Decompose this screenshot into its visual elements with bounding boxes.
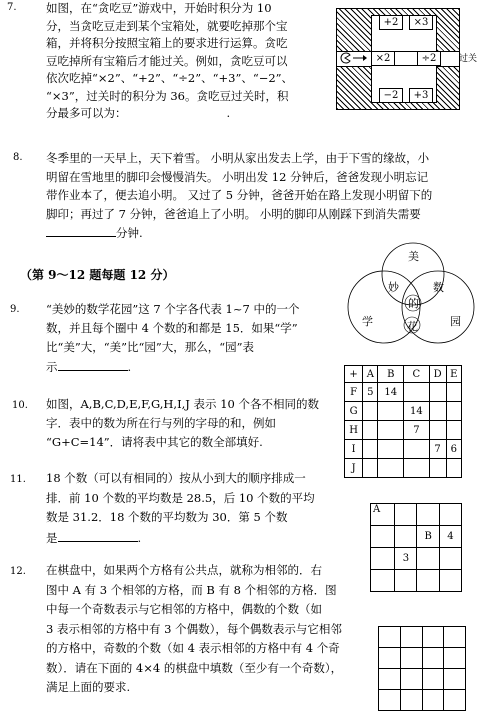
table-cell[interactable]: 14: [378, 383, 404, 402]
table-cell[interactable]: [378, 421, 404, 440]
venn-label-miao: 妙: [388, 281, 399, 294]
problem-10-line: 字．表中的数为所在行与列的字母的和，例如: [46, 416, 276, 430]
arrow-right-icon: [353, 54, 367, 62]
problem-8-answer-blank[interactable]: [46, 223, 116, 237]
table-row-label: H: [345, 421, 363, 440]
table-cell[interactable]: [363, 421, 378, 440]
board-cell: [395, 504, 417, 526]
table-cell[interactable]: [446, 383, 462, 402]
table-header-cell: B: [378, 366, 404, 383]
table-cell[interactable]: 14: [404, 402, 430, 421]
problem-9-line: “美妙的数学花园”这 7 个字各代表 1~7 中的一个: [46, 302, 300, 316]
problem-12-line: 图中 A 有 3 个相邻的方格，而 B 有 8 个相邻的方格．图: [46, 582, 337, 597]
table-cell[interactable]: [404, 459, 430, 478]
problem-7-line: 依次吃掉“×2”、“+2”、“÷2”、“+3”、“−2”、: [46, 71, 294, 85]
table-row: [345, 459, 462, 478]
problem-7-number: 7.: [7, 2, 17, 13]
problem-7-blank-tail: .: [226, 106, 231, 120]
problem-11-text: [46, 469, 346, 548]
table-cell[interactable]: [429, 459, 446, 478]
table-cell[interactable]: 6: [446, 440, 462, 459]
answer-cell[interactable]: [444, 690, 466, 711]
maze-box-bot-left: −2: [379, 88, 403, 103]
answer-cell[interactable]: [379, 669, 401, 690]
table-cell[interactable]: [378, 402, 404, 421]
problem-9-line: 比“美”大，“美”比“园”大，那么，“园”表: [46, 340, 255, 354]
table-cell[interactable]: [404, 440, 430, 459]
problem-8-blank-tail: 分钟.: [116, 226, 143, 240]
board-row: [371, 548, 462, 570]
section-header: （第 9～12 题每题 12 分）: [20, 268, 175, 282]
problem-12-line: 数）．请在下面的 4×4 的棋盘中填数（至少有一个奇数），: [46, 660, 343, 675]
board-cell: [417, 570, 439, 592]
pacman-icon: [339, 52, 351, 64]
problem-8-number: 8.: [13, 152, 23, 163]
answer-row: [379, 627, 466, 648]
answer-cell[interactable]: [379, 627, 401, 648]
board-cell: [439, 504, 461, 526]
board-cell: [417, 548, 439, 570]
venn-label-mei: 美: [408, 250, 419, 263]
problem-12-line: 满足上面的要求.: [46, 680, 131, 694]
board-cell: [439, 548, 461, 570]
board-cell: 4: [439, 526, 461, 548]
problem-12-line: 3 表示相邻的方格中有 3 个偶数），每个偶数表示与它相邻: [46, 621, 342, 636]
problem-7-line: 如图，在“贪吃豆”游戏中，开始时积分为 10: [46, 1, 272, 15]
problem-8-line: 带作业本了，便去追小明。 又过了 5 分钟，爸爸开始在路上发现小明留下的: [46, 188, 433, 202]
problem-9-text: [46, 300, 331, 377]
answer-cell[interactable]: [444, 669, 466, 690]
problem-12-line: 的方格中，奇数的个数（如 4 表示相邻的方格中有 4 个奇: [46, 641, 340, 655]
problem-11-answer-blank[interactable]: [58, 528, 138, 542]
answer-cell[interactable]: [400, 627, 422, 648]
maze-figure: [336, 8, 460, 110]
table-header-cell: +: [345, 366, 363, 383]
board-cell: [395, 570, 417, 592]
table-row: [345, 421, 462, 440]
table-row: [345, 440, 462, 459]
sum-table: [344, 365, 462, 478]
maze-box-top-left: +2: [379, 15, 403, 30]
problem-9-line: 数，并且每个圈中 4 个数的和都是 15．如果“学”: [46, 321, 298, 335]
problem-8-line: 脚印；再过了 7 分钟，爸爸追上了小明。 小明的脚印从刚踩下到消失需要: [46, 206, 421, 221]
answer-board: [378, 626, 466, 711]
answer-row: [379, 690, 466, 711]
table-header-cell: A: [363, 366, 378, 383]
maze-box-bot-right: +3: [409, 88, 433, 103]
table-cell[interactable]: [404, 383, 430, 402]
table-cell[interactable]: [363, 402, 378, 421]
problem-11-number: 11.: [10, 474, 26, 485]
table-header-row: [345, 366, 462, 383]
problem-7-line: 豆吃掉所有宝箱后才能过关。例如，贪吃豆可以: [46, 53, 288, 68]
board-cell: [395, 526, 417, 548]
problem-9-line: 示: [46, 360, 58, 374]
venn-label-hua: 花: [407, 320, 418, 333]
answer-cell[interactable]: [400, 690, 422, 711]
table-header-cell: C: [404, 366, 430, 383]
answer-cell[interactable]: [422, 669, 444, 690]
venn-label-xue: 学: [362, 315, 373, 328]
table-cell[interactable]: 7: [429, 440, 446, 459]
table-header-cell: D: [429, 366, 446, 383]
problem-10-number: 10.: [12, 400, 28, 411]
venn-diagram: [338, 240, 478, 348]
problem-11-line: 数是 31.2．18 个数的平均数为 30．第 5 个数: [46, 510, 288, 524]
answer-cell[interactable]: [379, 648, 401, 669]
table-cell[interactable]: [363, 440, 378, 459]
maze-exit-label: 过关: [459, 54, 478, 64]
venn-label-de: 的: [408, 297, 419, 310]
problem-11-line: 排．前 10 个数的平均数是 28.5，后 10 个数的平均: [46, 490, 315, 505]
problem-9-number: 9.: [10, 304, 20, 315]
table-cell[interactable]: [446, 402, 462, 421]
maze-box-top-right: ×3: [409, 15, 433, 30]
table-cell[interactable]: [446, 421, 462, 440]
problem-12-line: 在棋盘中，如果两个方格有公共点，就称为相邻的．右: [46, 563, 322, 577]
answer-cell[interactable]: [422, 627, 444, 648]
board-cell: [371, 526, 395, 548]
board-row: [371, 570, 462, 592]
maze-box-mid-left: ×2: [371, 51, 395, 66]
answer-cell[interactable]: [422, 648, 444, 669]
table-row: [345, 383, 462, 402]
answer-row: [379, 648, 466, 669]
answer-cell[interactable]: [444, 627, 466, 648]
problem-8-line: 明留在雪地里的脚印会慢慢消失。 小明出发 12 分钟后，爸爸发现小明忘记: [46, 169, 429, 184]
venn-label-shu: 数: [433, 281, 444, 294]
table-cell[interactable]: [429, 383, 446, 402]
table-row-label: F: [345, 383, 363, 402]
table-row: [345, 402, 462, 421]
table-cell[interactable]: [429, 402, 446, 421]
problem-11-blank-tail: .: [137, 530, 142, 545]
problem-7-line: 箱，并将积分按照宝箱上的要求进行运算。贪吃: [46, 36, 288, 50]
table-cell[interactable]: [378, 459, 404, 478]
board-cell: A: [371, 504, 395, 526]
problem-12-number: 12.: [10, 566, 26, 577]
problem-11-line: 是: [46, 530, 58, 545]
problem-9-blank-tail: .: [127, 360, 132, 374]
problem-11-line: 18 个数（可以有相同的）按从小到大的顺序排成一: [46, 471, 306, 485]
problem-7-line: 分，当贪吃豆走到某个宝箱处，就要吃掉那个宝: [46, 18, 288, 33]
problem-7-text: [46, 0, 331, 123]
answer-cell[interactable]: [422, 690, 444, 711]
problem-7-line: “×3”，过关时的积分为 36。贪吃豆过关时，积: [46, 88, 289, 103]
table-cell[interactable]: 5: [363, 383, 378, 402]
answer-cell[interactable]: [444, 648, 466, 669]
board-row: [371, 526, 462, 548]
table-cell[interactable]: [429, 421, 446, 440]
answer-row: [379, 669, 466, 690]
problem-8-line: 冬季里的一天早上，天下着雪。 小明从家出发去上学，由于下雪的缘故，小: [46, 151, 430, 165]
table-cell[interactable]: [363, 459, 378, 478]
problem-12-text: [46, 561, 376, 698]
problem-10-text: [46, 395, 336, 452]
answer-cell[interactable]: [400, 648, 422, 669]
table-header-cell: E: [446, 366, 462, 383]
answer-cell[interactable]: [379, 690, 401, 711]
maze-box-mid-right: ÷2: [417, 51, 441, 66]
table-row-label: G: [345, 402, 363, 421]
problem-8-text: [46, 149, 471, 243]
venn-label-yuan: 园: [450, 315, 461, 328]
example-board: [370, 503, 462, 592]
table-cell[interactable]: [378, 440, 404, 459]
board-cell: 3: [395, 548, 417, 570]
problem-10-line: “G+C=14”．请将表中其它的数全部填好.: [46, 435, 263, 449]
problem-9-answer-blank[interactable]: [58, 357, 128, 371]
table-row-label: I: [345, 440, 363, 459]
problem-12-line: 中每一个奇数表示与它相邻的方格中，偶数的个数（如: [46, 602, 322, 616]
answer-cell[interactable]: [400, 669, 422, 690]
problem-10-line: 如图，A,B,C,D,E,F,G,H,I,J 表示 10 个各不相同的数: [46, 397, 319, 411]
board-row: [371, 504, 462, 526]
table-cell[interactable]: [446, 459, 462, 478]
table-cell[interactable]: 7: [404, 421, 430, 440]
board-cell: [439, 570, 461, 592]
table-row-label: J: [345, 459, 363, 478]
board-cell: [417, 504, 439, 526]
board-cell: B: [417, 526, 439, 548]
problem-7-line: 分最多可以为：: [46, 106, 127, 120]
